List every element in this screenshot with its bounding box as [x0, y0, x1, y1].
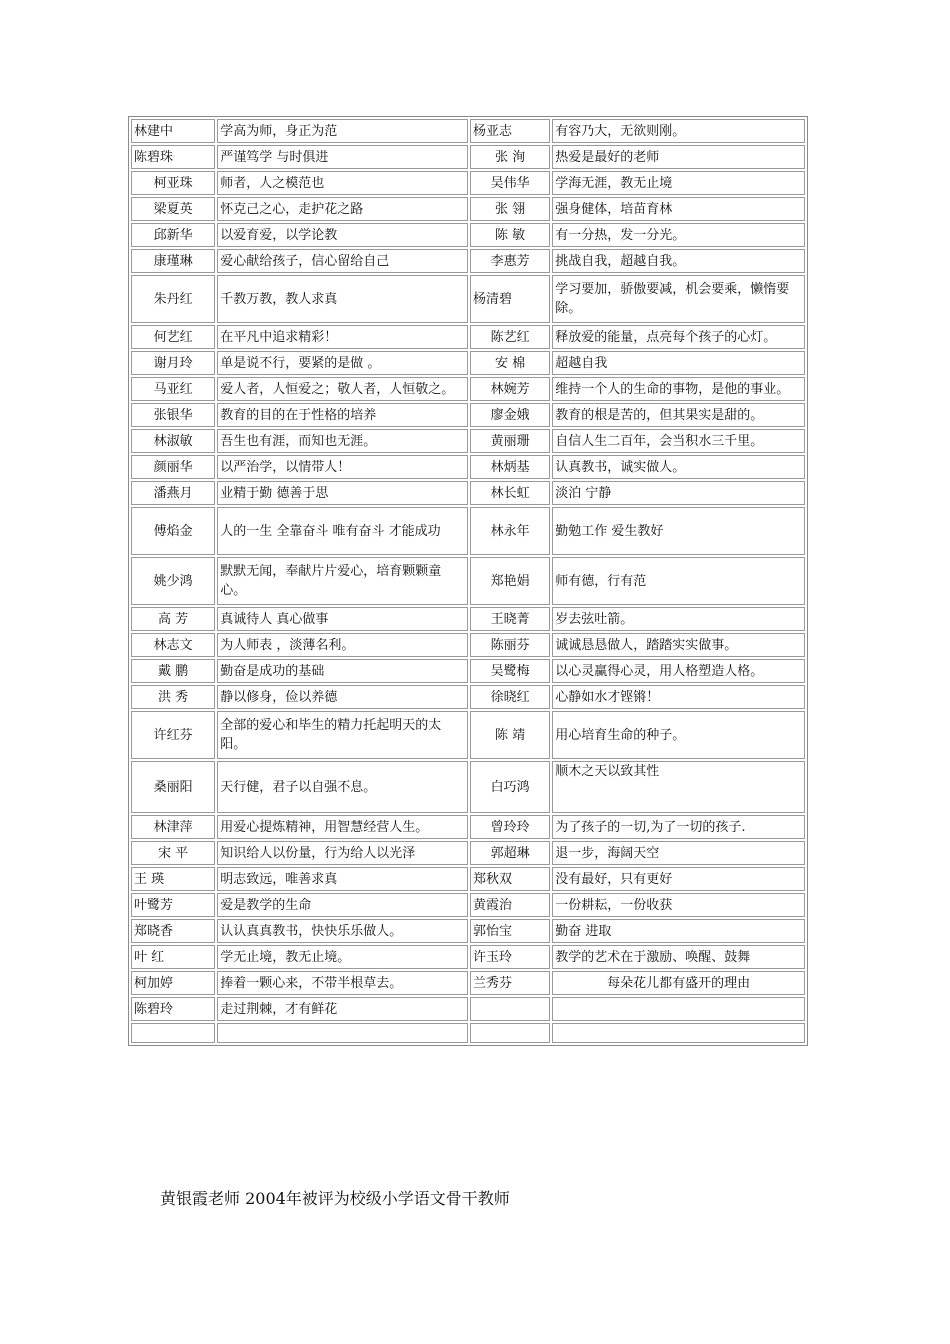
- teacher-name: 郭超琳: [470, 841, 550, 865]
- teacher-motto: 学习要加，骄傲要减，机会要乘，懒惰要除。: [552, 275, 805, 323]
- table-row: [131, 685, 805, 709]
- teacher-name: [131, 1023, 215, 1043]
- teacher-motto: 认真教书，诚实做人。: [552, 455, 805, 479]
- teacher-name: 马亚红: [131, 377, 215, 401]
- teacher-motto: [217, 1023, 468, 1043]
- teacher-name: [470, 1023, 550, 1043]
- teacher-name: 吴鹭梅: [470, 659, 550, 683]
- teacher-motto: 教育的根是苦的，但其果实是甜的。: [552, 403, 805, 427]
- teacher-name: 许红芬: [131, 711, 215, 759]
- table-row: [131, 761, 805, 813]
- teacher-name: 林永年: [470, 507, 550, 555]
- teacher-name: 何艺红: [131, 325, 215, 349]
- teacher-name: 高 芳: [131, 607, 215, 631]
- teacher-motto: 每朵花儿都有盛开的理由: [552, 971, 805, 995]
- teacher-name: 邱新华: [131, 223, 215, 247]
- teacher-motto: 学海无涯，教无止境: [552, 171, 805, 195]
- teacher-name: 林婉芳: [470, 377, 550, 401]
- teacher-name: 柯亚珠: [131, 171, 215, 195]
- teacher-motto: 淡泊 宁静: [552, 481, 805, 505]
- teacher-name: 陈碧珠: [131, 145, 215, 169]
- teacher-name: 颜丽华: [131, 455, 215, 479]
- table-row: [131, 557, 805, 605]
- teacher-name: 白巧鸿: [470, 761, 550, 813]
- teacher-motto: 超越自我: [552, 351, 805, 375]
- footer-note: 黄银霞老师 2004年被评为校级小学语文骨干教师: [160, 1189, 510, 1208]
- teacher-name: 林炳基: [470, 455, 550, 479]
- table-row: [131, 659, 805, 683]
- table-row: [131, 455, 805, 479]
- teacher-name: 曾玲玲: [470, 815, 550, 839]
- teacher-name: 陈艺红: [470, 325, 550, 349]
- teacher-motto-table: [128, 116, 808, 1046]
- table-row: [131, 997, 805, 1021]
- teacher-name: [470, 997, 550, 1021]
- teacher-motto: 一份耕耘，一份收获: [552, 893, 805, 917]
- teacher-name: 梁夏英: [131, 197, 215, 221]
- table-row: [131, 481, 805, 505]
- teacher-name: 林建中: [131, 119, 215, 143]
- teacher-motto: 在平凡中追求精彩！: [217, 325, 468, 349]
- teacher-motto: 释放爱的能量，点亮每个孩子的心灯。: [552, 325, 805, 349]
- teacher-name: 陈 敏: [470, 223, 550, 247]
- teacher-motto: 业精于勤 德善于思: [217, 481, 468, 505]
- teacher-name: 王 瑛: [131, 867, 215, 891]
- teacher-motto: 顺木之天以致其性: [552, 761, 805, 813]
- teacher-name: 林津萍: [131, 815, 215, 839]
- teacher-motto: 学高为师，身正为范: [217, 119, 468, 143]
- teacher-name: 林志文: [131, 633, 215, 657]
- teacher-name: 林长虹: [470, 481, 550, 505]
- teacher-motto: 全部的爱心和毕生的精力托起明天的太阳。: [217, 711, 468, 759]
- table-row: [131, 711, 805, 759]
- teacher-motto: 心静如水才铿锵！: [552, 685, 805, 709]
- table-row: [131, 275, 805, 323]
- table-row: [131, 1023, 805, 1043]
- table-row: [131, 197, 805, 221]
- teacher-motto: 单是说不行，要紧的是做 。: [217, 351, 468, 375]
- teacher-name: 张 翎: [470, 197, 550, 221]
- table-row: [131, 841, 805, 865]
- teacher-motto: 用心培育生命的种子。: [552, 711, 805, 759]
- table-row: [131, 119, 805, 143]
- teacher-motto: 热爱是最好的老师: [552, 145, 805, 169]
- teacher-motto: 认认真真教书，快快乐乐做人。: [217, 919, 468, 943]
- teacher-motto: 没有最好，只有更好: [552, 867, 805, 891]
- teacher-name: 朱丹红: [131, 275, 215, 323]
- teacher-motto: 强身健体，培苗育林: [552, 197, 805, 221]
- teacher-motto: 退一步，海阔天空: [552, 841, 805, 865]
- teacher-motto: 爱人者，人恒爱之；敬人者，人恒敬之。: [217, 377, 468, 401]
- teacher-motto: 勤奋是成功的基础: [217, 659, 468, 683]
- teacher-name: 桑丽阳: [131, 761, 215, 813]
- teacher-motto: 师者，人之模范也: [217, 171, 468, 195]
- table-row: [131, 325, 805, 349]
- teacher-motto: 教学的艺术在于激励、唤醒、鼓舞: [552, 945, 805, 969]
- teacher-motto: 默默无闻，奉献片片爱心，培育颗颗童心。: [217, 557, 468, 605]
- teacher-name: 徐晓红: [470, 685, 550, 709]
- teacher-motto: 千教万教，教人求真: [217, 275, 468, 323]
- teacher-name: 张银华: [131, 403, 215, 427]
- teacher-motto: 人的一生 全靠奋斗 唯有奋斗 才能成功: [217, 507, 468, 555]
- table-row: [131, 171, 805, 195]
- teacher-motto: 有一分热，发一分光。: [552, 223, 805, 247]
- teacher-name: 许玉玲: [470, 945, 550, 969]
- teacher-motto: 怀克己之心，走护花之路: [217, 197, 468, 221]
- teacher-name: 杨清碧: [470, 275, 550, 323]
- teacher-name: 郑艳娟: [470, 557, 550, 605]
- teacher-name: 康瑾琳: [131, 249, 215, 273]
- teacher-name: 洪 秀: [131, 685, 215, 709]
- teacher-motto: 学无止境，教无止境。: [217, 945, 468, 969]
- teacher-motto: 天行健，君子以自强不息。: [217, 761, 468, 813]
- teacher-name: 李惠芳: [470, 249, 550, 273]
- teacher-name: 谢月玲: [131, 351, 215, 375]
- table-row: [131, 403, 805, 427]
- teacher-name: 兰秀芬: [470, 971, 550, 995]
- teacher-motto: 教育的目的在于性格的培养: [217, 403, 468, 427]
- teacher-name: 戴 鹏: [131, 659, 215, 683]
- teacher-name: 廖金娥: [470, 403, 550, 427]
- teacher-motto: 严谨笃学 与时俱进: [217, 145, 468, 169]
- teacher-motto: 师有德，行有范: [552, 557, 805, 605]
- teacher-name: 宋 平: [131, 841, 215, 865]
- teacher-name: 叶鹭芳: [131, 893, 215, 917]
- teacher-motto: 走过荆棘，才有鲜花: [217, 997, 468, 1021]
- table-row: [131, 607, 805, 631]
- teacher-motto: 静以修身，俭以养德: [217, 685, 468, 709]
- teacher-motto: 为了孩子的一切,为了一切的孩子.: [552, 815, 805, 839]
- teacher-motto: 勤勉工作 爱生教好: [552, 507, 805, 555]
- teacher-name: 郑秋双: [470, 867, 550, 891]
- table-row: [131, 507, 805, 555]
- teacher-motto: 诚诚恳恳做人，踏踏实实做事。: [552, 633, 805, 657]
- table-row: [131, 971, 805, 995]
- teacher-name: 陈 靖: [470, 711, 550, 759]
- teacher-motto: 有容乃大，无欲则刚。: [552, 119, 805, 143]
- table-row: [131, 429, 805, 453]
- table-row: [131, 223, 805, 247]
- table-row: [131, 249, 805, 273]
- teacher-name: 潘燕月: [131, 481, 215, 505]
- teacher-name: 郑晓香: [131, 919, 215, 943]
- teacher-name: 柯加婷: [131, 971, 215, 995]
- table-row: [131, 945, 805, 969]
- teacher-name: 张 洵: [470, 145, 550, 169]
- table-row: [131, 377, 805, 401]
- table-row: [131, 867, 805, 891]
- table-row: [131, 351, 805, 375]
- teacher-name: 傅焰金: [131, 507, 215, 555]
- table-row: [131, 893, 805, 917]
- teacher-motto: 以心灵赢得心灵，用人格塑造人格。: [552, 659, 805, 683]
- teacher-motto: 明志致远，唯善求真: [217, 867, 468, 891]
- teacher-motto: 爱心献给孩子，信心留给自己: [217, 249, 468, 273]
- teacher-motto: 维持一个人的生命的事物，是他的事业。: [552, 377, 805, 401]
- teacher-motto: 吾生也有涯，而知也无涯。: [217, 429, 468, 453]
- teacher-name: 郭怡宝: [470, 919, 550, 943]
- teacher-motto: 为人师表 ，淡薄名利。: [217, 633, 468, 657]
- teacher-motto: 爱是教学的生命: [217, 893, 468, 917]
- teacher-name: 王晓菁: [470, 607, 550, 631]
- teacher-name: 陈碧玲: [131, 997, 215, 1021]
- teacher-motto: 挑战自我，超越自我。: [552, 249, 805, 273]
- teacher-name: 陈丽芬: [470, 633, 550, 657]
- teacher-name: 杨亚志: [470, 119, 550, 143]
- table-row: [131, 815, 805, 839]
- teacher-motto: 知识给人以份量，行为给人以光泽: [217, 841, 468, 865]
- teacher-motto: 用爱心提炼精神，用智慧经营人生。: [217, 815, 468, 839]
- teacher-motto: 真诚待人 真心做事: [217, 607, 468, 631]
- teacher-name: 黄丽珊: [470, 429, 550, 453]
- teacher-name: 安 棉: [470, 351, 550, 375]
- teacher-motto: 自信人生二百年，会当积水三千里。: [552, 429, 805, 453]
- table-row: [131, 919, 805, 943]
- teacher-motto: 以严治学，以情带人！: [217, 455, 468, 479]
- teacher-name: 叶 红: [131, 945, 215, 969]
- teacher-motto: 勤奋 进取: [552, 919, 805, 943]
- teacher-name: 林淑敏: [131, 429, 215, 453]
- teacher-motto: 岁去弦吐箭。: [552, 607, 805, 631]
- table-row: [131, 633, 805, 657]
- table-row: [131, 145, 805, 169]
- teacher-motto: [552, 1023, 805, 1043]
- teacher-motto: [552, 997, 805, 1021]
- teacher-motto: 以爱育爱，以学论教: [217, 223, 468, 247]
- teacher-name: 黄霞治: [470, 893, 550, 917]
- teacher-motto: 捧着一颗心来，不带半根草去。: [217, 971, 468, 995]
- teacher-name: 姚少鸿: [131, 557, 215, 605]
- teacher-name: 吴伟华: [470, 171, 550, 195]
